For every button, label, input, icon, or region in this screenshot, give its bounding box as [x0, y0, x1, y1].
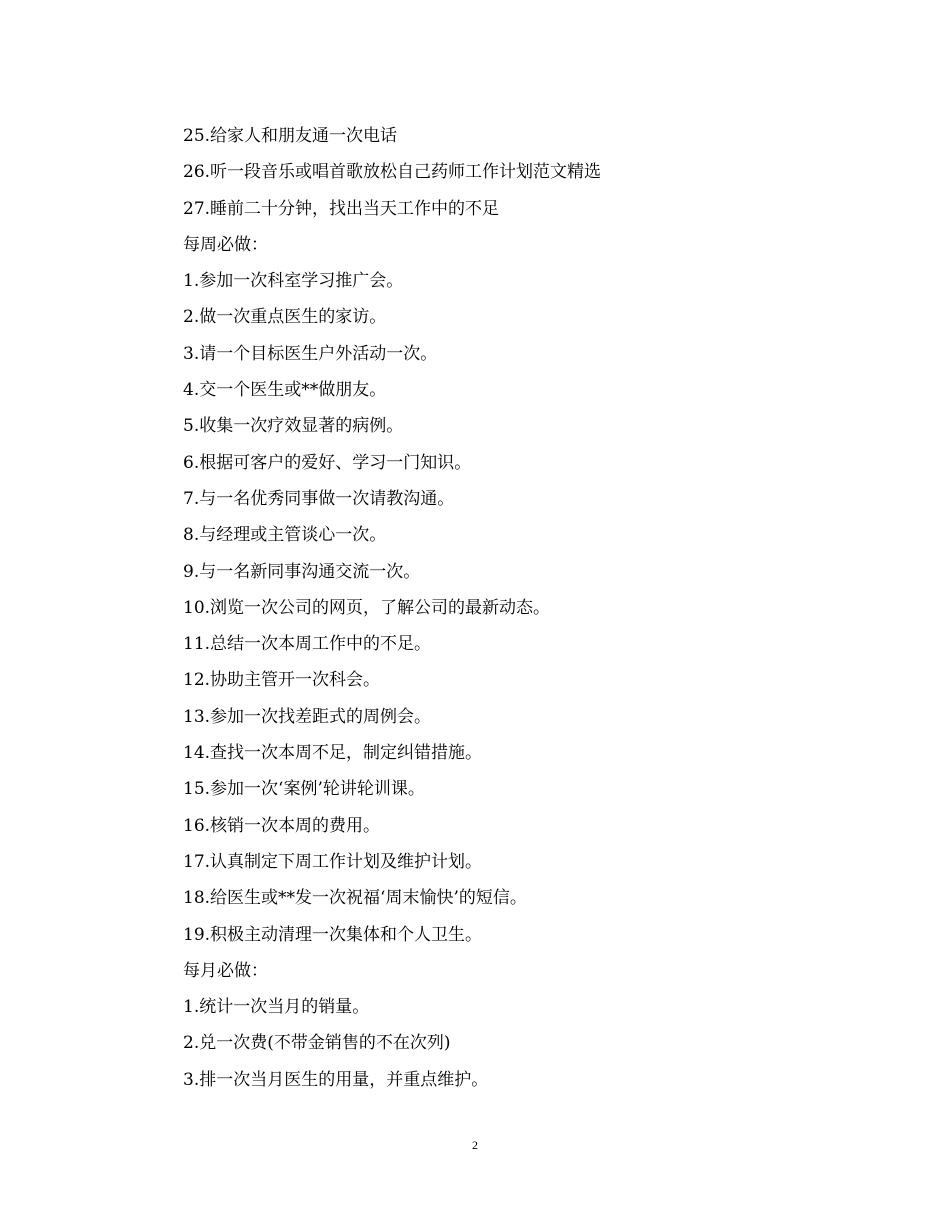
- list-item: 3.排一次当月医生的用量，并重点维护。: [183, 1069, 489, 1090]
- list-item: 17.认真制定下周工作计划及维护计划。: [183, 851, 483, 872]
- list-item: 12.协助主管开一次科会。: [183, 670, 381, 691]
- list-item: 3.请一个目标医生户外活动一次。: [183, 343, 438, 364]
- list-item: 4.交一个医生或**做朋友。: [183, 380, 387, 401]
- list-item: 1.参加一次科室学习推广会。: [183, 271, 404, 292]
- list-item: 2.兑一次费(不带金销售的不在次列): [183, 1033, 451, 1054]
- list-item: 25.给家人和朋友通一次电话: [183, 126, 398, 146]
- list-item: 15.参加一次‘案例’轮讲轮训课。: [183, 779, 425, 800]
- list-item: 2.做一次重点医生的家访。: [183, 307, 387, 328]
- page-number: 2: [472, 1138, 478, 1152]
- list-item: 1.统计一次当月的销量。: [183, 997, 370, 1018]
- list-item: 13.参加一次找差距式的周例会。: [183, 706, 432, 727]
- document-body: [183, 118, 803, 1098]
- list-item: 18.给医生或**发一次祝福‘周末愉快’的短信。: [183, 888, 527, 909]
- list-item: 16.核销一次本周的费用。: [183, 815, 381, 836]
- list-item: 14.查找一次本周不足，制定纠错措施。: [183, 743, 483, 764]
- list-item: 19.积极主动清理一次集体和个人卫生。: [183, 924, 483, 945]
- list-item: 9.与一名新同事沟通交流一次。: [183, 561, 421, 582]
- list-item: 27.睡前二十分钟，找出当天工作中的不足: [183, 198, 500, 219]
- list-item: 8.与经理或主管谈心一次。: [183, 525, 387, 546]
- list-item: 11.总结一次本周工作中的不足。: [183, 634, 432, 655]
- section-heading-weekly: 每周必做：: [183, 234, 268, 255]
- section-heading-monthly: 每月必做：: [183, 960, 268, 981]
- list-item: 26.听一段音乐或唱首歌放松自己药师工作计划范文精选: [183, 162, 602, 183]
- list-item: 10.浏览一次公司的网页，了解公司的最新动态。: [183, 597, 551, 618]
- list-item: 6.根据可客户的爱好、学习一门知识。: [183, 452, 472, 473]
- list-item: 7.与一名优秀同事做一次请教沟通。: [183, 488, 455, 509]
- list-item: 5.收集一次疗效显著的病例。: [183, 416, 404, 437]
